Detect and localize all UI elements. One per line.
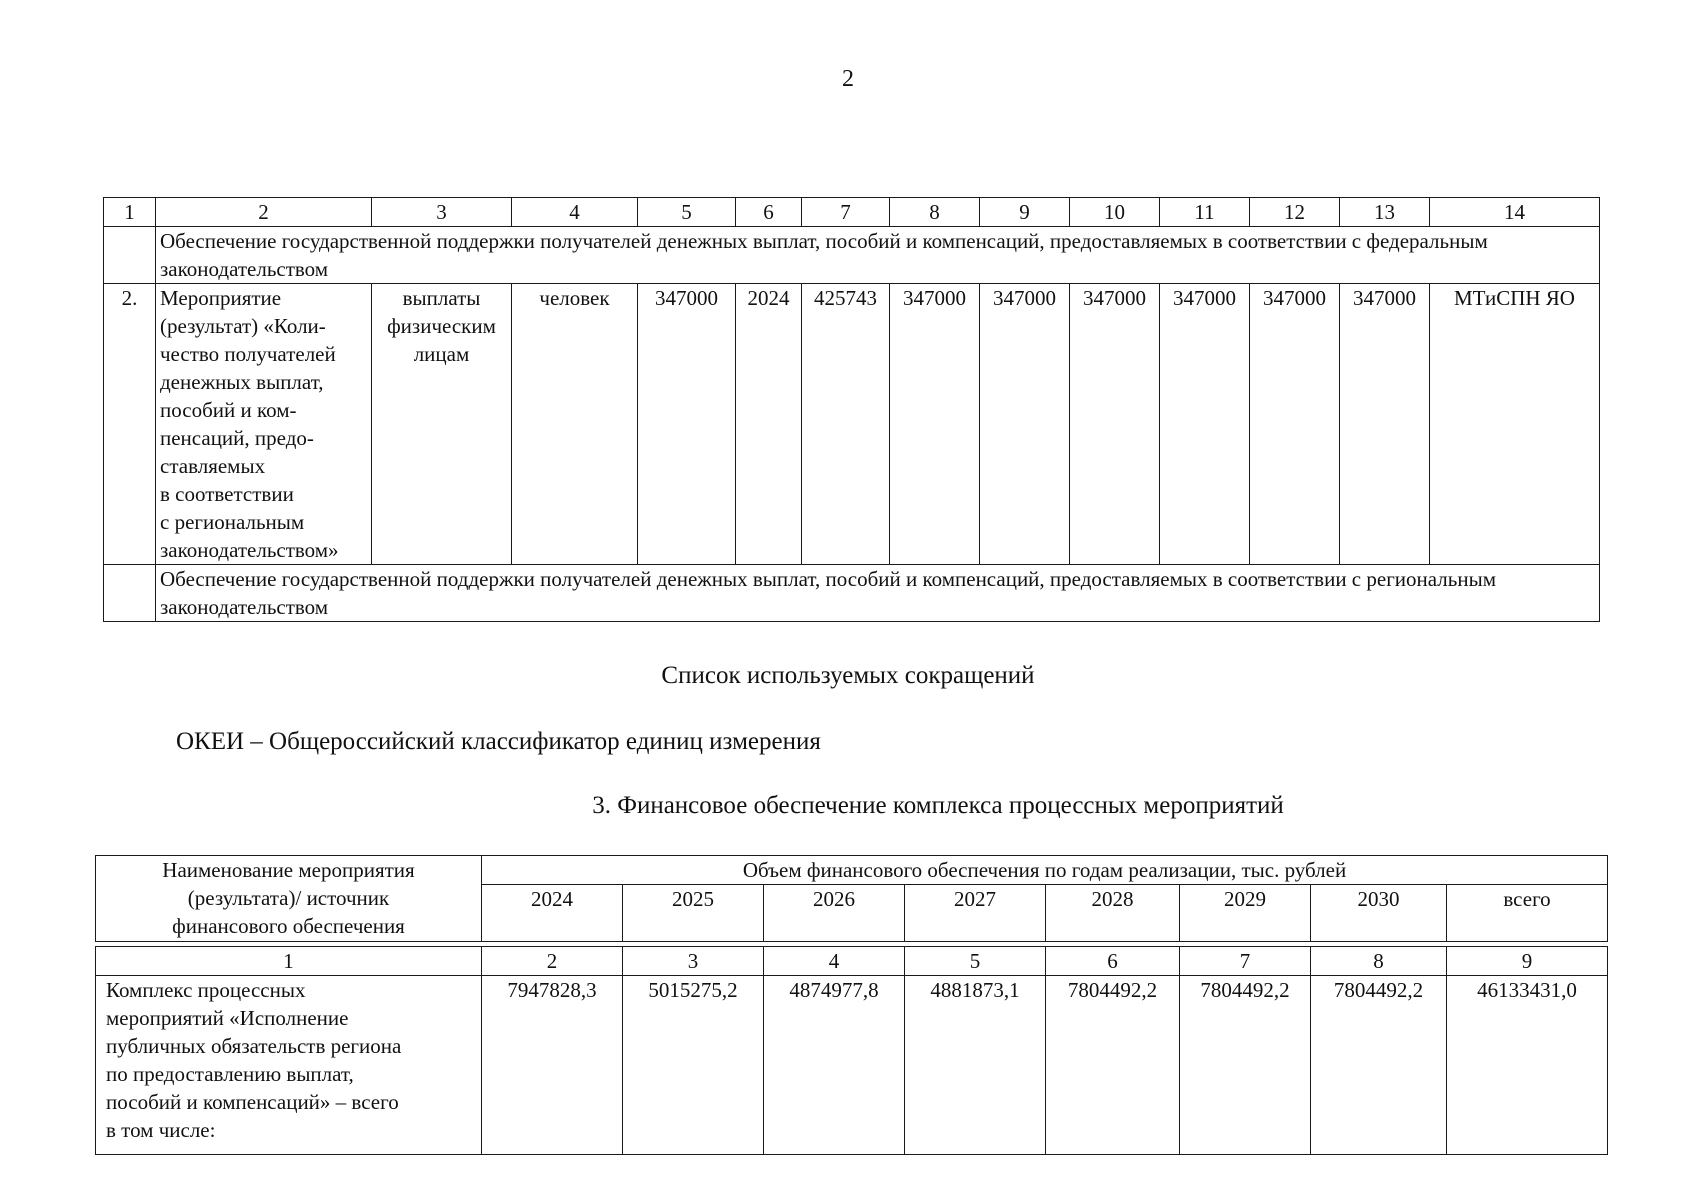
column-number: 10 bbox=[1070, 198, 1160, 227]
year-header: 2030 bbox=[1311, 885, 1447, 942]
abbreviations-title: Список используемых сокращений bbox=[661, 662, 1035, 689]
indicator-type: выплаты физическим лицам bbox=[372, 284, 512, 565]
amount-cell: 7804492,2 bbox=[1180, 976, 1311, 1155]
table-row bbox=[96, 976, 1608, 1155]
financing-table bbox=[95, 855, 1608, 1155]
column-number: 7 bbox=[1180, 947, 1311, 976]
column-number: 8 bbox=[1311, 947, 1447, 976]
column-number: 6 bbox=[1046, 947, 1180, 976]
amount-cell: 7947828,3 bbox=[482, 976, 623, 1155]
year-header: 2025 bbox=[623, 885, 764, 942]
header-row bbox=[96, 856, 1608, 885]
column-number: 3 bbox=[372, 198, 512, 227]
total-header: всего bbox=[1447, 885, 1608, 942]
column-number: 3 bbox=[623, 947, 764, 976]
column-number: 2 bbox=[156, 198, 372, 227]
indicators-table bbox=[103, 197, 1600, 622]
value-cell: 347000 bbox=[1160, 284, 1250, 565]
column-number: 12 bbox=[1250, 198, 1340, 227]
amount-cell: 7804492,2 bbox=[1046, 976, 1180, 1155]
responsible: МТиСПН ЯО bbox=[1430, 284, 1600, 565]
activity-name: Комплекс процессных мероприятий «Исполнение публичных обязательств региона по предоставлению выплат, пособий и компенсаций» – всего в том числе: bbox=[96, 976, 482, 1155]
abbreviation-okei: ОКЕИ – Общероссийский классификатор единиц измерения bbox=[176, 728, 821, 755]
section-text: Обеспечение государственной поддержки получателей денежных выплат, пособий и компенсаций, предоставляемых в соответствии с региональным законодательством bbox=[156, 565, 1600, 622]
section-3-title: 3. Финансовое обеспечение комплекса процессных мероприятий bbox=[592, 792, 1284, 819]
column-number: 11 bbox=[1160, 198, 1250, 227]
section-text: Обеспечение государственной поддержки получателей денежных выплат, пособий и компенсаций, предоставляемых в соответствии с федеральным законодательством bbox=[156, 227, 1600, 284]
value-cell: 347000 bbox=[1250, 284, 1340, 565]
column-number: 2 bbox=[482, 947, 623, 976]
row-number: 2. bbox=[104, 284, 156, 565]
column-number: 9 bbox=[1447, 947, 1608, 976]
indicator-name: Мероприятие (результат) «Коли- чество получателей денежных выплат, пособий и ком- пенсаций, предо- ставляемых в соответствии с региональным законодательством» bbox=[156, 284, 372, 565]
base-value: 347000 bbox=[638, 284, 736, 565]
column-number: 4 bbox=[764, 947, 905, 976]
value-cell: 347000 bbox=[890, 284, 980, 565]
base-year: 2024 bbox=[736, 284, 802, 565]
volume-header: Объем финансового обеспечения по годам реализации, тыс. рублей bbox=[482, 856, 1608, 885]
page-number: 2 bbox=[842, 66, 854, 92]
table-row bbox=[104, 284, 1600, 565]
year-header: 2026 bbox=[764, 885, 905, 942]
value-cell: 425743 bbox=[802, 284, 890, 565]
column-number: 6 bbox=[736, 198, 802, 227]
column-number-row bbox=[96, 947, 1608, 976]
name-column-header: Наименование мероприятия (результата)/ источник финансового обеспечения bbox=[96, 856, 482, 942]
column-number: 14 bbox=[1430, 198, 1600, 227]
amount-cell: 4881873,1 bbox=[905, 976, 1046, 1155]
value-cell: 347000 bbox=[1340, 284, 1430, 565]
column-number: 5 bbox=[905, 947, 1046, 976]
total-amount-cell: 46133431,0 bbox=[1447, 976, 1608, 1155]
amount-cell: 4874977,8 bbox=[764, 976, 905, 1155]
column-number: 4 bbox=[512, 198, 638, 227]
column-number: 1 bbox=[96, 947, 482, 976]
year-header: 2028 bbox=[1046, 885, 1180, 942]
column-number: 7 bbox=[802, 198, 890, 227]
year-header: 2024 bbox=[482, 885, 623, 942]
column-number: 5 bbox=[638, 198, 736, 227]
amount-cell: 7804492,2 bbox=[1311, 976, 1447, 1155]
column-number: 8 bbox=[890, 198, 980, 227]
column-number-row bbox=[104, 198, 1600, 227]
section-row-regional bbox=[104, 565, 1600, 622]
column-number: 13 bbox=[1340, 198, 1430, 227]
column-number: 9 bbox=[980, 198, 1070, 227]
unit-of-measure: человек bbox=[512, 284, 638, 565]
amount-cell: 5015275,2 bbox=[623, 976, 764, 1155]
section-row-federal bbox=[104, 227, 1600, 284]
column-number: 1 bbox=[104, 198, 156, 227]
value-cell: 347000 bbox=[980, 284, 1070, 565]
year-header: 2027 bbox=[905, 885, 1046, 942]
value-cell: 347000 bbox=[1070, 284, 1160, 565]
year-header: 2029 bbox=[1180, 885, 1311, 942]
